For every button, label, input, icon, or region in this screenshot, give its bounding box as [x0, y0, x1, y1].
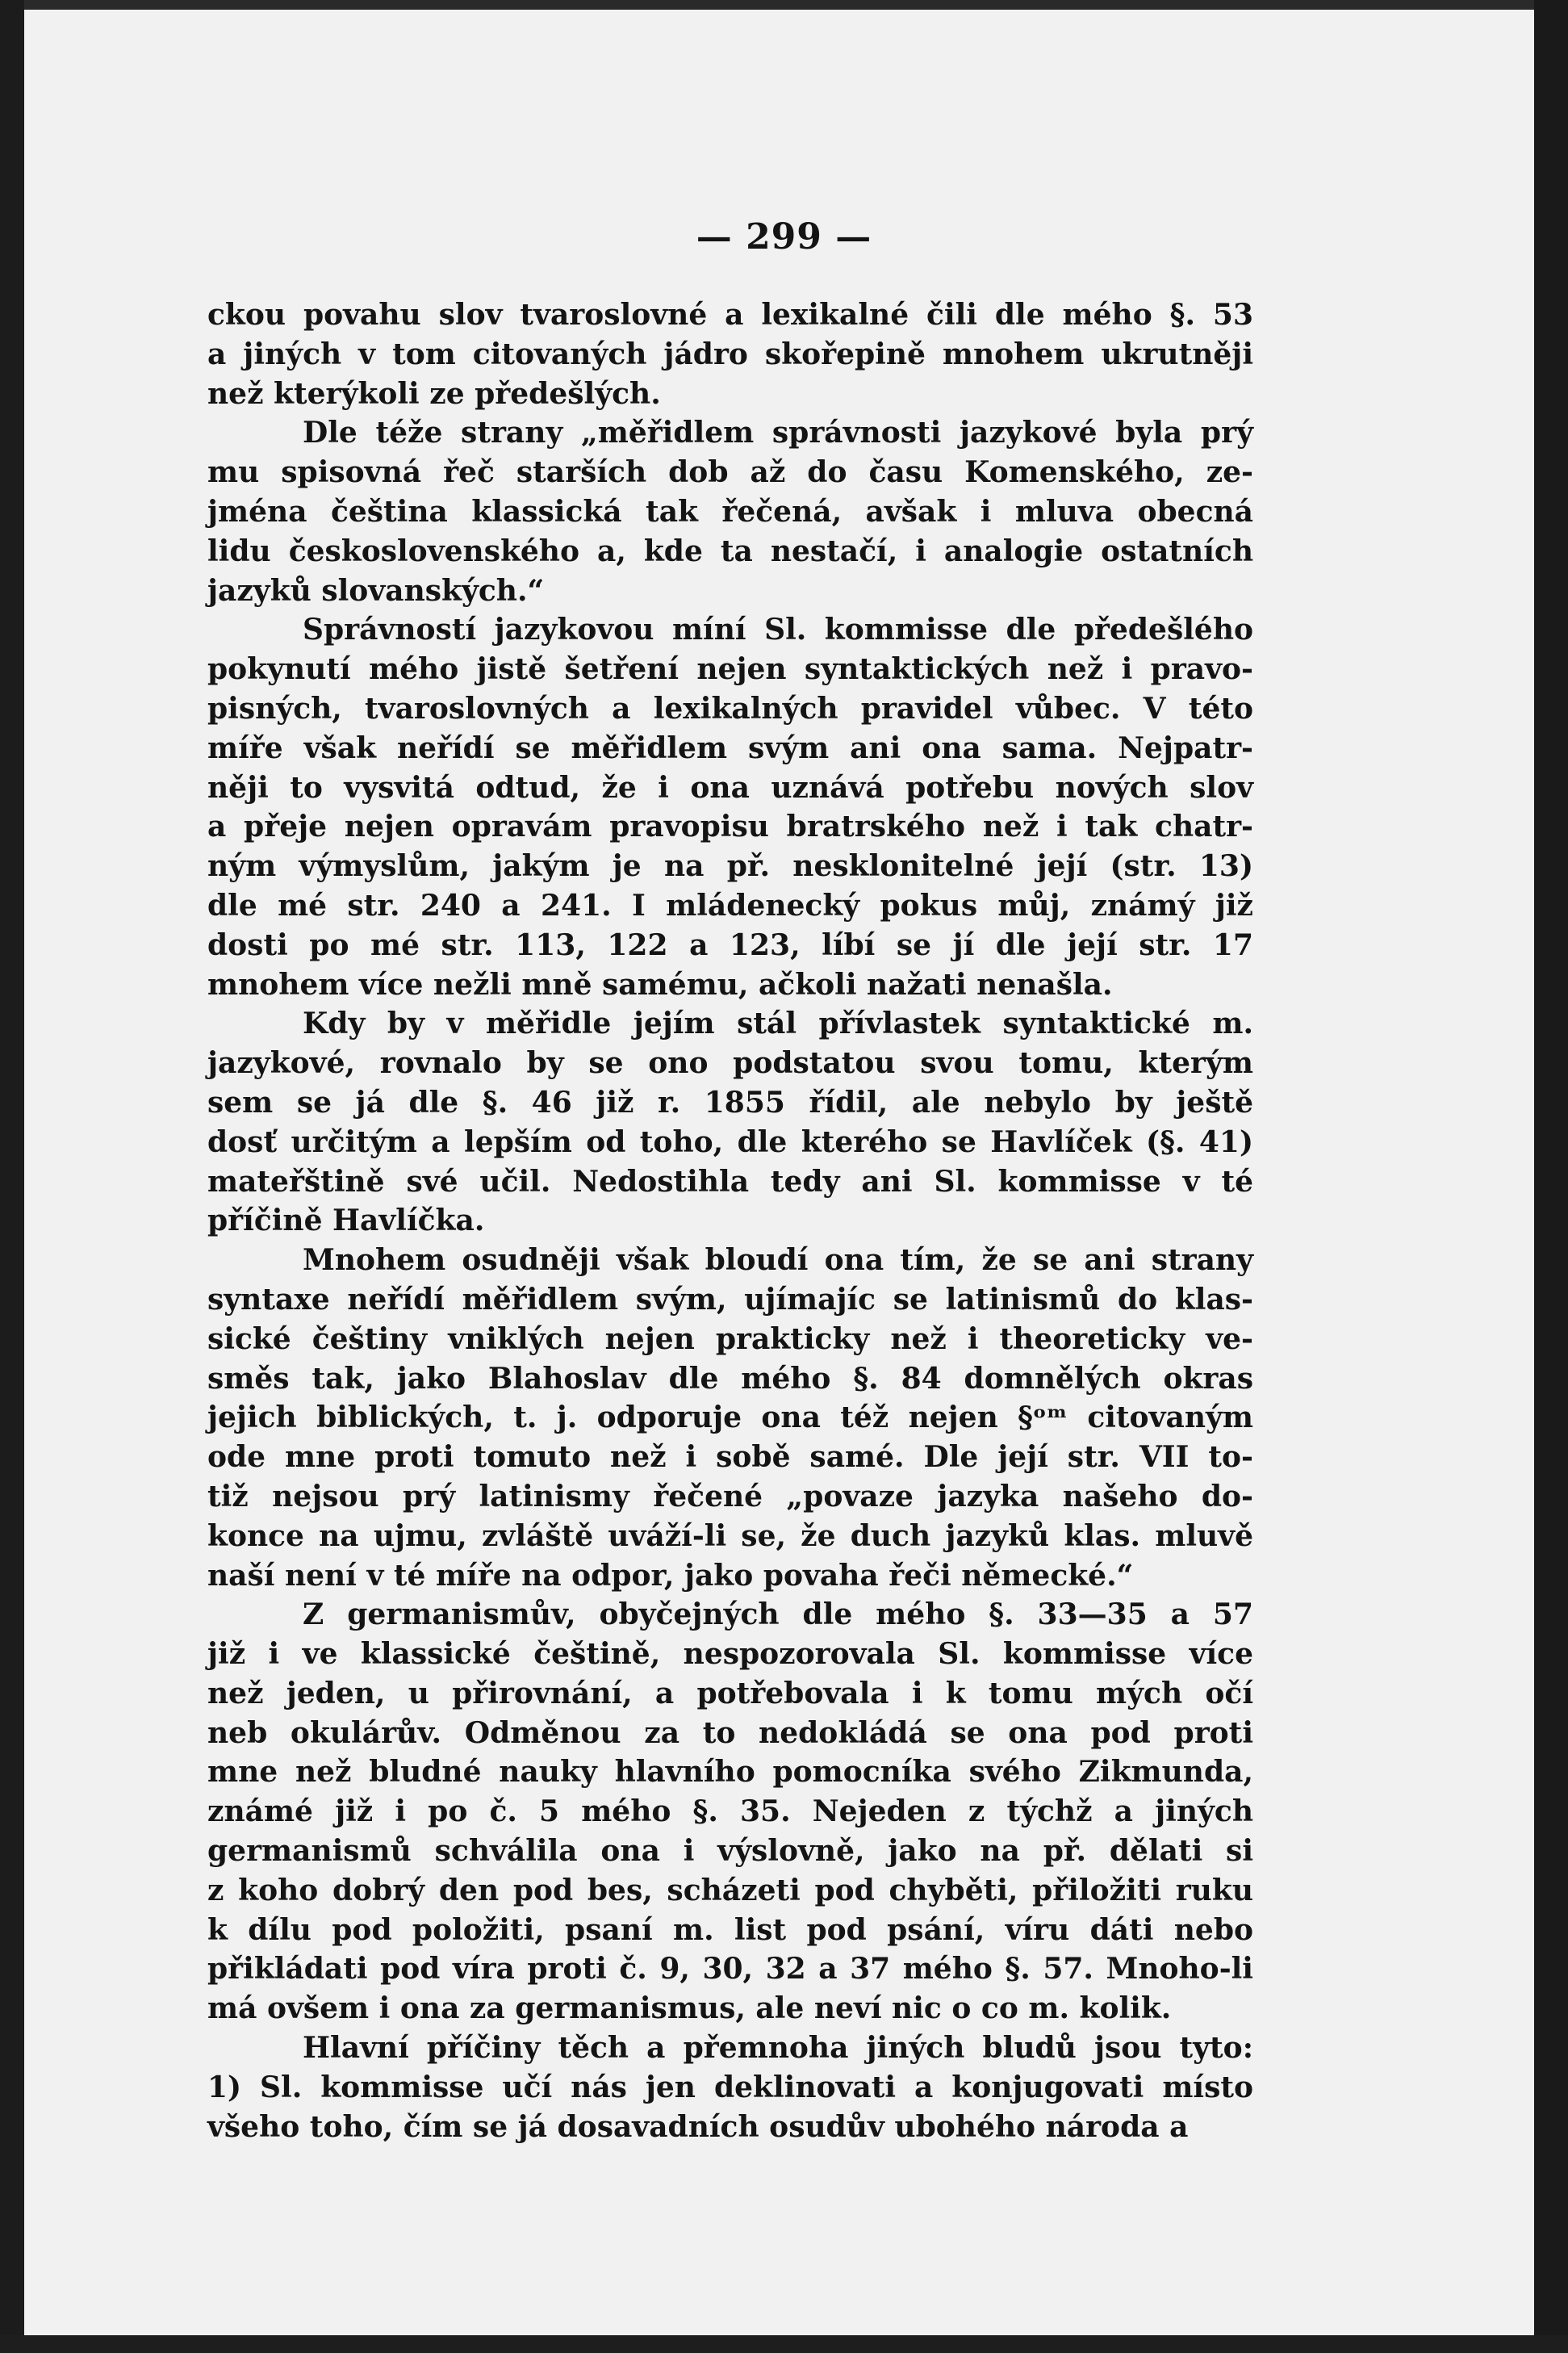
text-line: k dílu pod položiti, psaní m. list pod psání, víru dáti nebo [207, 1912, 1253, 1947]
body-text [207, 295, 1253, 2146]
text-line: tiž nejsou prý latinismy řečené „povaze jazyka našeho do- [207, 1479, 1253, 1514]
text-line: syntaxe neřídí měřidlem svým, ujímajíc se latinismů do klas- [207, 1282, 1253, 1317]
text-line: konce na ujmu, zvláště uváží-li se, že duch jazyků klas. mluvě [207, 1518, 1253, 1553]
scan-border-top [0, 0, 1568, 10]
text-line: než kterýkoli ze předešlých. [207, 376, 661, 411]
text-line: směs tak, jako Blahoslav dle mého §. 84 domnělých okras [207, 1361, 1253, 1396]
text-line: ode mne proti tomuto než i sobě samé. Dle její str. VII to- [207, 1440, 1253, 1475]
text-line: ckou povahu slov tvaroslovné a lexikalné čili dle mého §. 53 [207, 298, 1253, 332]
text-line: než jeden, u přirovnání, a potřebovala i k tomu mých očí [207, 1676, 1253, 1710]
scan-border-left [0, 0, 24, 2353]
text-line: jejich biblických, t. j. odporuje ona též nejen §ᵒᵐ citovaným [207, 1400, 1253, 1435]
text-line: sem se já dle §. 46 již r. 1855 řídil, ale nebylo by ještě [207, 1085, 1253, 1120]
text-line: dosti po mé str. 113, 122 a 123, líbí se jí dle její str. 17 [207, 927, 1253, 962]
text-line: a přeje nejen opravám pravopisu bratrského než i tak chatr- [207, 810, 1253, 844]
text-line: dosť určitým a lepším od toho, dle kterého se Havlíček (§. 41) [207, 1124, 1253, 1159]
page-number: — 299 — [696, 216, 872, 257]
text-line: ným výmyslům, jakým je na př. nesklonitelné její (str. 13) [207, 849, 1253, 884]
text-line: přikládati pod víra proti č. 9, 30, 32 a 37 mého §. 57. Mnoho-li [207, 1952, 1253, 1987]
text-line: jména čeština klassická tak řečená, avšak i mluva obecná [207, 494, 1253, 529]
text-line: pisných, tvaroslovných a lexikalných pravidel vůbec. V této [207, 691, 1253, 726]
text-line: 1) Sl. kommisse učí nás jen deklinovati a konjugovati místo [207, 2070, 1253, 2104]
text-line: Hlavní příčiny těch a přemnoha jiných bludů jsou tyto: [303, 2031, 1253, 2066]
text-line: sické češtiny vniklých nejen prakticky než i theoreticky ve- [207, 1321, 1253, 1356]
text-line: germanismů schválila ona i výslovně, jako na př. dělati si [207, 1834, 1253, 1869]
text-line: naší není v té míře na odpor, jako povaha řeči německé.“ [207, 1558, 1134, 1593]
text-line: příčině Havlíčka. [207, 1204, 485, 1238]
text-line: mateřštině své učil. Nedostihla tedy ani Sl. kommisse v té [207, 1164, 1253, 1199]
text-line: mne než bludné nauky hlavního pomocníka svého Zikmunda, [207, 1755, 1253, 1790]
text-line: Správností jazykovou míní Sl. kommisse dle předešlého [303, 613, 1253, 647]
scan-border-bottom [0, 2335, 1568, 2353]
text-line: jazykové, rovnalo by se ono podstatou svou tomu, kterým [207, 1046, 1253, 1081]
text-line: všeho toho, čím se já dosavadních osudův ubohého národa a [207, 2109, 1189, 2144]
text-line: dle mé str. 240 a 241. I mládenecký pokus můj, známý již [207, 888, 1253, 923]
text-line: míře však neřídí se měřidlem svým ani ona sama. Nejpatr- [207, 731, 1253, 765]
text-line: Z germanismův, obyčejných dle mého §. 33—35 a 57 [303, 1597, 1253, 1632]
text-line: něji to vysvitá odtud, že i ona uznává potřebu nových slov [207, 770, 1253, 805]
text-line: má ovšem i ona za germanismus, ale neví nic o co m. kolik. [207, 1991, 1172, 2026]
text-line: pokynutí mého jistě šetření nejen syntaktických než i pravo- [207, 652, 1253, 687]
text-line: jazyků slovanských.“ [207, 573, 545, 608]
text-line: již i ve klassické češtině, nespozorovala Sl. kommisse více [207, 1637, 1253, 1672]
text-line: lidu československého a, kde ta nestačí, i analogie ostatních [207, 534, 1253, 568]
scan-border-right [1534, 0, 1568, 2353]
text-line: Kdy by v měřidle jejím stál přívlastek syntaktické m. [303, 1007, 1253, 1041]
text-line: Dle téže strany „měřidlem správnosti jazykové byla prý [303, 416, 1253, 450]
text-line: mu spisovná řeč starších dob až do času Komenského, ze- [207, 455, 1253, 490]
text-line: známé již i po č. 5 mého §. 35. Nejeden z týchž a jiných [207, 1794, 1253, 1829]
text-line: Mnohem osudněji však bloudí ona tím, že se ani strany [303, 1243, 1253, 1278]
text-line: neb okulárův. Odměnou za to nedokládá se ona pod proti [207, 1715, 1253, 1750]
text-line: z koho dobrý den pod bes, scházeti pod chyběti, přiložiti ruku [207, 1873, 1253, 1907]
text-line: mnohem více nežli mně samému, ačkoli nažati nenašla. [207, 967, 1113, 1002]
text-line: a jiných v tom citovaných jádro skořepině mnohem ukrutněji [207, 337, 1253, 371]
